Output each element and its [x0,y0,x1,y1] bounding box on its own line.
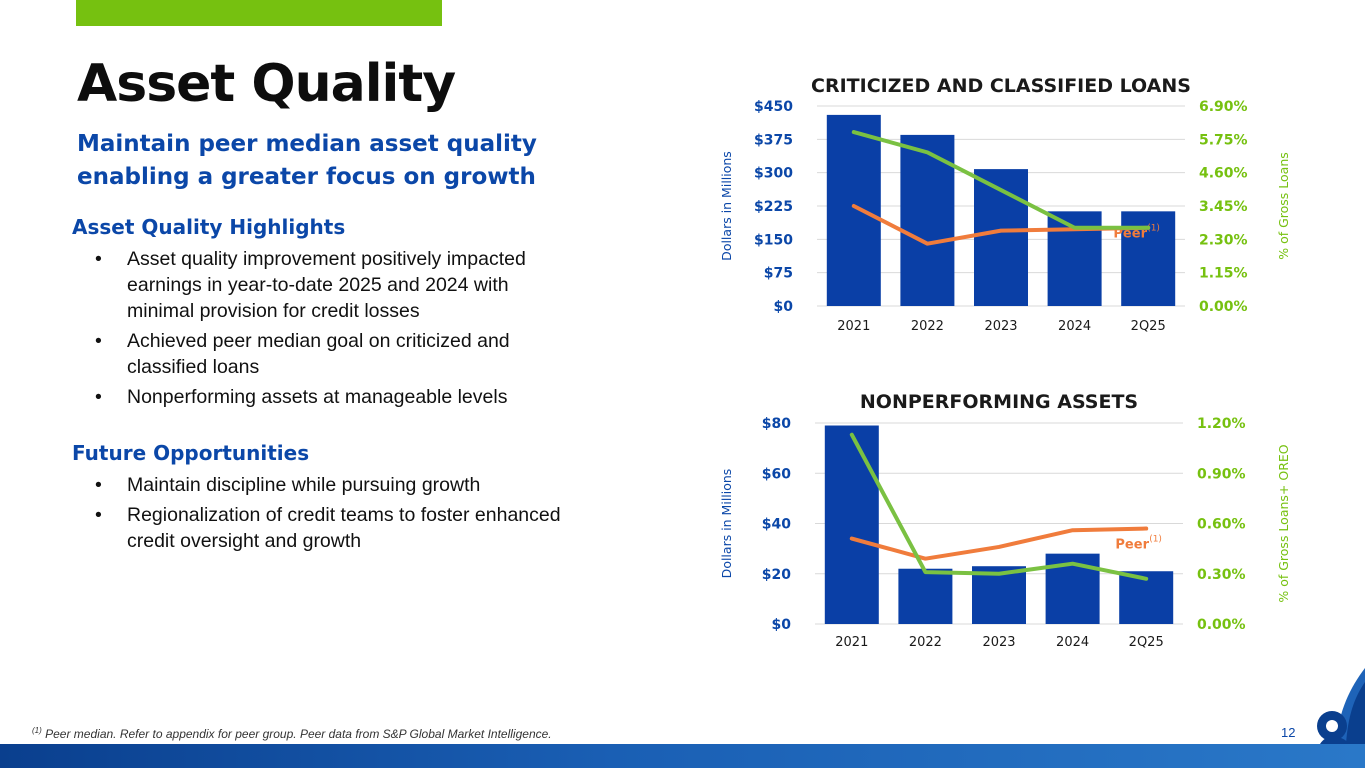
top-accent-bar [76,0,442,26]
list-item [95,472,570,498]
y2-tick-label: 0.00% [1199,299,1248,315]
x-tick-label: 2023 [982,635,1016,650]
highlights-list [95,246,570,414]
footnote [32,726,552,741]
page-title: Asset Quality [77,54,456,114]
bar [825,426,879,624]
list-item [95,246,570,324]
y-tick-label: $450 [754,99,793,115]
y2-axis-label: % of Gross Loans+ OREO [1276,444,1291,603]
y-tick-label: $75 [763,265,793,282]
x-tick-label: 2024 [1056,635,1090,650]
list-item [95,502,570,554]
company-series-line [852,435,1146,579]
footnote-text: Peer median. Refer to appendix for peer group. Peer data from S&P Global Market Intelligence. [45,727,552,741]
y-tick-label: $300 [754,165,793,182]
bullet-icon: • [95,330,102,352]
y-axis-label: Dollars in Millions [719,151,734,261]
y2-tick-label: 6.90% [1199,99,1248,115]
y2-axis-label: % of Gross Loans [1276,152,1291,260]
bullet-icon: • [95,386,102,408]
x-tick-label: 2Q25 [1128,635,1164,650]
bullet-icon: • [95,248,102,270]
x-tick-label: 2021 [835,635,869,650]
x-tick-label: 2Q25 [1130,319,1166,334]
list-item-text: Maintain discipline while pursuing growth [127,474,481,496]
x-tick-label: 2023 [984,319,1018,334]
peer-label: Peer [1115,537,1149,553]
y2-tick-label: 0.00% [1197,617,1246,633]
y-tick-label: $40 [761,516,791,533]
y-tick-label: $60 [761,466,791,483]
bar [827,115,881,306]
list-item-text: Achieved peer median goal on criticized and classified loans [127,330,510,378]
corner-logo-icon [1290,668,1365,768]
page-subtitle: Maintain peer median asset quality enabling a greater focus on growth [77,131,537,190]
list-item [95,384,570,410]
peer-label: Peer [1113,226,1147,242]
y2-tick-label: 2.30% [1199,232,1248,249]
bullet-icon: • [95,504,102,526]
y-tick-label: $150 [754,232,793,249]
y-tick-label: $20 [761,566,791,583]
y-tick-label: $0 [773,299,793,315]
x-tick-label: 2022 [910,319,944,334]
list-item-text: Asset quality improvement positively impacted earnings in year-to-date 2025 and 2024 with minimal provision for credit losses [127,248,526,322]
bottom-band [0,744,1365,768]
y2-tick-label: 5.75% [1199,132,1248,149]
nonperforming-assets-chart [705,385,1305,655]
bar [898,569,952,624]
peer-footnote-marker: (1) [1149,534,1162,545]
y-axis-label: Dollars in Millions [719,468,734,579]
opportunities-heading: Future Opportunities [72,441,310,465]
page-number: 12 [1281,725,1296,740]
footnote-marker: (1) [32,726,42,735]
list-item-text: Regionalization of credit teams to foster enhanced credit oversight and growth [127,504,561,552]
y-tick-label: $225 [754,199,793,215]
x-tick-label: 2024 [1058,319,1092,334]
chart-title: CRITICIZED AND CLASSIFIED LOANS [811,75,1191,97]
criticized-classified-loans-chart [705,68,1305,340]
y2-tick-label: 1.20% [1197,416,1246,432]
y2-tick-label: 0.90% [1197,466,1246,483]
list-item-text: Nonperforming assets at manageable levels [127,386,508,408]
highlights-heading: Asset Quality Highlights [72,215,346,239]
y2-tick-label: 0.30% [1197,566,1246,583]
x-tick-label: 2021 [837,319,871,334]
chart-title: NONPERFORMING ASSETS [859,391,1139,413]
opportunities-list [95,472,570,558]
peer-series-line [852,529,1146,559]
y2-tick-label: 1.15% [1199,265,1248,282]
y2-tick-label: 3.45% [1199,199,1248,215]
y2-tick-label: 0.60% [1197,516,1246,533]
bullet-icon: • [95,474,102,496]
y-tick-label: $80 [761,416,791,432]
chart-svg [705,68,1305,340]
peer-footnote-marker: (1) [1147,223,1160,234]
x-tick-label: 2022 [908,635,942,650]
y-tick-label: $0 [771,617,791,633]
list-item [95,328,570,380]
y2-tick-label: 4.60% [1199,165,1248,182]
chart-svg [705,385,1305,655]
y-tick-label: $375 [754,132,793,149]
